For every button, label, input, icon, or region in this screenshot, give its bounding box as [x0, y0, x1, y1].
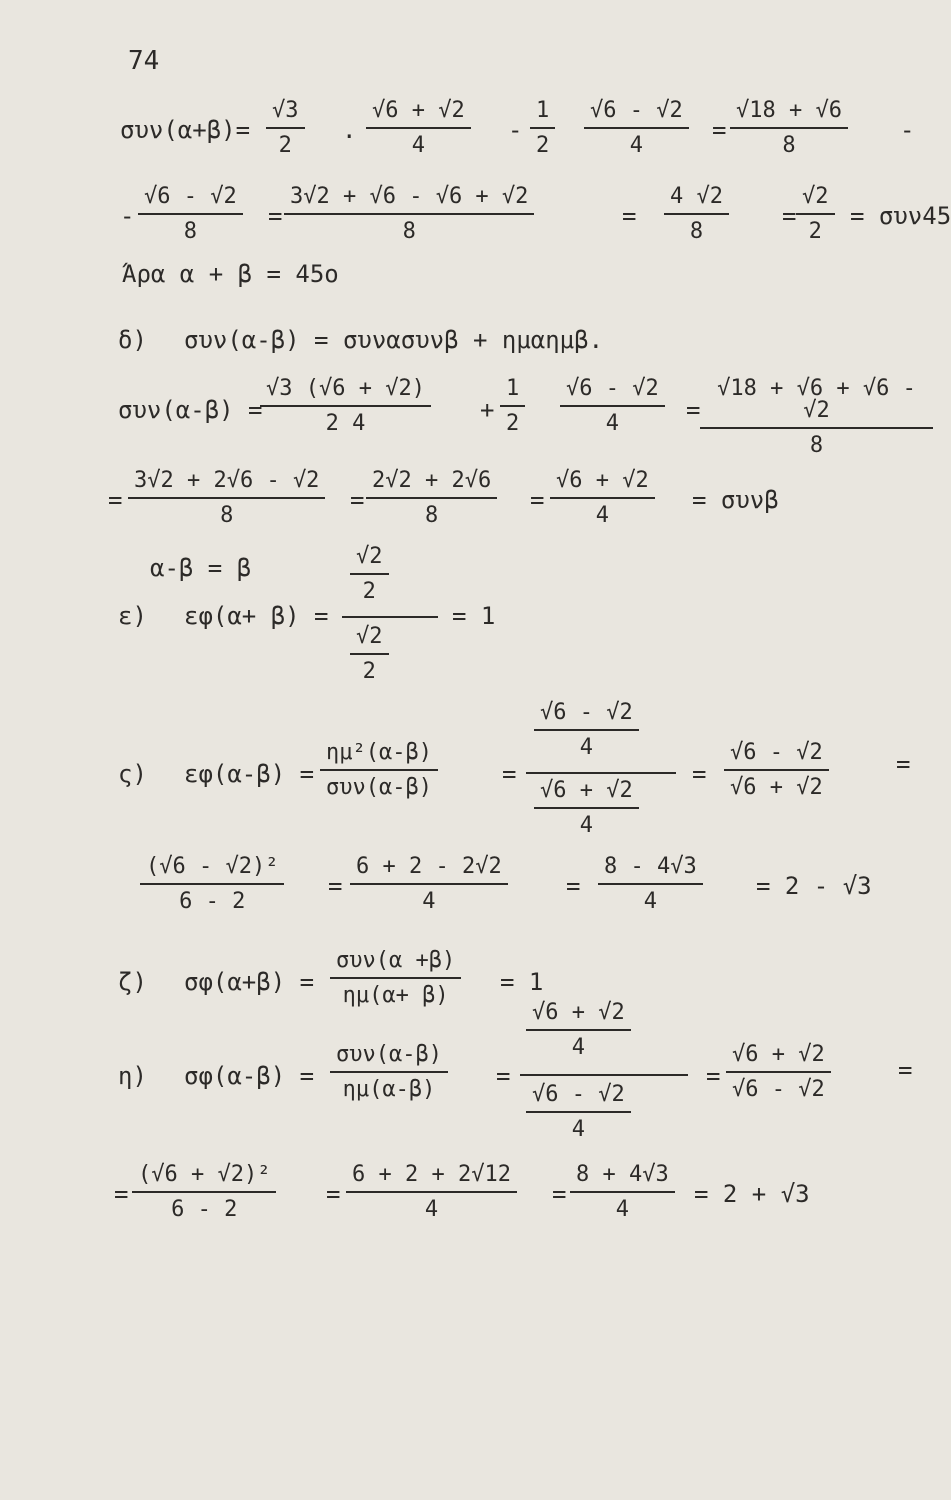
delta-frac-6: $\frac{2√2 + 2√6}{8}$: [366, 470, 497, 527]
delta-row2-eq2: =: [530, 486, 545, 514]
page-number: 74: [128, 46, 160, 76]
delta-frac-1: $\frac{√3 (√6 + √2)}{2 4}$: [260, 378, 431, 435]
stigma-frac-1: ημ²(α-β) συν(α-β): [320, 742, 438, 799]
stigma-lhs: εφ(α-β) =: [184, 760, 315, 788]
stigma-den: $\frac{√6 + √2}{4}$: [534, 780, 639, 837]
stigma-row2-tail: = 2 - √3: [756, 872, 872, 900]
line1-tail: -: [900, 116, 915, 144]
delta-frac-5: $\frac{3√2 + 2√6 - √2}{8}$: [128, 470, 325, 527]
eta-row2-lead: =: [114, 1180, 129, 1208]
line1-frac-2: $\frac{√6 + √2}{4}$: [366, 100, 471, 157]
eta-frac-6: $\frac{8 + 4√3}{4}$: [570, 1164, 675, 1221]
zeta-label: ζ): [118, 968, 147, 996]
stigma-frac-5: $\frac{6 + 2 - 2√2}{4}$: [350, 856, 508, 913]
line2-frac-4: $\frac{√2}{2}$: [796, 186, 835, 243]
line2-eq1: =: [268, 202, 283, 230]
eta-row2-tail: = 2 + √3: [694, 1180, 810, 1208]
stigma-row2-eq2: =: [566, 872, 581, 900]
zeta-lhs: σφ(α+β) =: [184, 968, 315, 996]
eta-frac-3: $\frac{√6 + √2}{√6 - √2}$: [726, 1044, 831, 1101]
epsilon-rhs: = 1: [452, 602, 496, 630]
eta-eq2: =: [706, 1062, 721, 1090]
eta-label: η): [118, 1062, 147, 1090]
line1-dot: .: [342, 116, 357, 144]
zeta-rhs: = 1: [500, 968, 544, 996]
line2-frac-3: $\frac{4 √2}{8}$: [664, 186, 729, 243]
stigma-label: ς): [118, 760, 147, 788]
delta-eq: =: [686, 396, 701, 424]
delta-formula: συν(α-β) = συνασυνβ + ημαημβ.: [184, 326, 604, 354]
eta-lhs: σφ(α-β) =: [184, 1062, 315, 1090]
delta-plus: +: [480, 396, 495, 424]
line1-lhs: συν(α+β)=: [120, 116, 251, 144]
line1-minus: -: [508, 116, 523, 144]
delta-frac-3: $\frac{√6 - √2}{4}$: [560, 378, 665, 435]
eta-num: $\frac{√6 + √2}{4}$: [526, 1002, 631, 1059]
line2-frac-1: $\frac{√6 - √2}{8}$: [138, 186, 243, 243]
stigma-main-bar: [526, 772, 676, 774]
delta-frac-4: $\frac{√18 + √6 + √6 - √2}{8}$: [700, 378, 933, 457]
stigma-num: $\frac{√6 - √2}{4}$: [534, 702, 639, 759]
stigma-frac-3: $\frac{√6 - √2}{√6 + √2}$: [724, 742, 829, 799]
line1-frac-3: $\frac{1}{2}$: [530, 100, 555, 157]
stigma-frac-4: $\frac{\text{(√6 - √2)²}}{6 - 2}$: [140, 856, 284, 913]
epsilon-denominator: $\frac{√2}{2}$: [350, 626, 389, 683]
line1-frac-1: $\frac{√3}{2}$: [266, 100, 305, 157]
eta-frac-4: $\frac{\text{(√6 + √2)²}}{6 - 2}$: [132, 1164, 276, 1221]
eta-main-bar: [520, 1074, 688, 1076]
stigma-row2-eq1: =: [328, 872, 343, 900]
delta-frac-2: $\frac{1}{2}$: [500, 378, 525, 435]
delta-frac-7: $\frac{√6 + √2}{4}$: [550, 470, 655, 527]
zeta-frac: συν(α +β) ημ(α+ β): [330, 950, 461, 1007]
eta-row2-eq1: =: [326, 1180, 341, 1208]
line1-frac-4: $\frac{√6 - √2}{4}$: [584, 100, 689, 157]
stigma-eq2: =: [692, 760, 707, 788]
delta-row2-eq1: =: [350, 486, 365, 514]
eta-eq1: =: [496, 1062, 511, 1090]
line1-frac-5: $\frac{√18 + √6}{8}$: [730, 100, 848, 157]
line2-lead: -: [120, 202, 135, 230]
delta-label: δ): [118, 326, 147, 354]
line2-tail: = συν45: [850, 202, 951, 230]
stigma-eq1: =: [502, 760, 517, 788]
eta-frac-1: συν(α-β) ημ(α-β): [330, 1044, 448, 1101]
epsilon-main-bar: [342, 616, 438, 618]
stigma-eq3: =: [896, 750, 911, 778]
epsilon-numerator: $\frac{√2}{2}$: [350, 546, 389, 603]
eta-eq3: =: [898, 1056, 913, 1084]
line2-eq3: =: [782, 202, 797, 230]
eta-den: $\frac{√6 - √2}{4}$: [526, 1084, 631, 1141]
conclusion: Άρα α + β = 45ο: [122, 260, 339, 288]
line1-eq: =: [712, 116, 727, 144]
delta-row2-eq: =: [108, 486, 123, 514]
epsilon-label: ε): [118, 602, 147, 630]
delta-result: α-β = β: [150, 554, 252, 582]
eta-row2-eq2: =: [552, 1180, 567, 1208]
epsilon-lhs: εφ(α+ β) =: [184, 602, 329, 630]
delta-row2-tail: = συνβ: [692, 486, 779, 514]
eta-frac-5: $\frac{6 + 2 + 2√12}{4}$: [346, 1164, 517, 1221]
line2-frac-2: $\frac{3√2 + √6 - √6 + √2}{8}$: [284, 186, 534, 243]
delta-lhs: συν(α-β) =: [118, 396, 263, 424]
line2-eq2: =: [622, 202, 637, 230]
stigma-frac-6: $\frac{8 - 4√3}{4}$: [598, 856, 703, 913]
